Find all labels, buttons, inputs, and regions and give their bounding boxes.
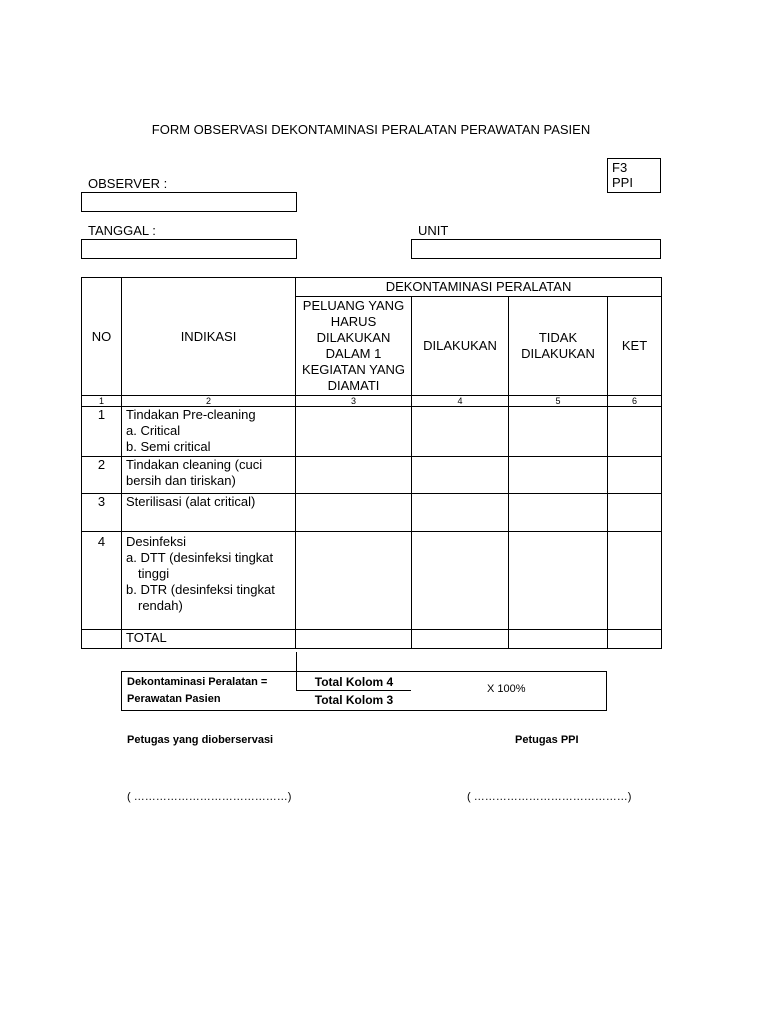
cell-tidak-dilakukan[interactable] [509, 494, 608, 532]
col-number: 5 [509, 396, 608, 407]
form-title: FORM OBSERVASI DEKONTAMINASI PERALATAN PERAWATAN PASIEN [151, 122, 591, 137]
cell-total-peluang[interactable] [296, 630, 412, 649]
header-peluang: PELUANG YANG HARUS DILAKUKAN DALAM 1 KEGIATAN YANG DIAMATI [296, 297, 412, 396]
cell-ket[interactable] [608, 532, 662, 630]
total-no-cell [82, 630, 122, 649]
cell-ket[interactable] [608, 457, 662, 494]
cell-ket[interactable] [608, 494, 662, 532]
header-dilakukan: DILAKUKAN [412, 297, 509, 396]
indikasi-line: Tindakan cleaning (cuci bersih dan tiriskan) [126, 457, 263, 488]
cell-tidak-dilakukan[interactable] [509, 407, 608, 457]
observer-field[interactable] [81, 192, 297, 212]
col-number: 2 [122, 396, 296, 407]
cell-tidak-dilakukan[interactable] [509, 457, 608, 494]
col-number: 4 [412, 396, 509, 407]
formula-label-line-1: Dekontaminasi Peralatan = [127, 676, 268, 688]
cell-total-ket[interactable] [608, 630, 662, 649]
row-indikasi [122, 407, 296, 457]
observation-table [81, 277, 662, 649]
total-row [82, 630, 662, 649]
ppi-officer-label: Petugas PPI [515, 734, 579, 746]
header-tidak-dilakukan: TIDAK DILAKUKAN [509, 297, 608, 396]
cell-dilakukan[interactable] [412, 457, 509, 494]
indikasi-line: b. DTR (desinfeksi tingkat rendah) [126, 582, 275, 613]
cell-total-tidak-dilakukan[interactable] [509, 630, 608, 649]
row-no: 1 [82, 407, 122, 457]
table-row [82, 407, 662, 457]
row-no: 3 [82, 494, 122, 532]
table-row [82, 494, 662, 532]
row-no: 4 [82, 532, 122, 630]
form-code-box [607, 158, 661, 193]
observed-officer-signature-line[interactable]: ( ……………………………………) [127, 791, 292, 803]
cell-tidak-dilakukan[interactable] [509, 532, 608, 630]
row-indikasi [122, 494, 296, 532]
unit-field[interactable] [411, 239, 661, 259]
cell-peluang[interactable] [296, 407, 412, 457]
indikasi-line: b. Semi critical [126, 439, 211, 454]
indikasi-line: a. DTT (desinfeksi tingkat tinggi [126, 550, 274, 581]
indikasi-line: Sterilisasi (alat critical) [126, 494, 256, 509]
ppi-officer-signature-line[interactable]: ( ……………………………………) [467, 791, 632, 803]
fraction-line [296, 690, 411, 691]
observed-officer-label: Petugas yang dioberservasi [127, 734, 274, 746]
cell-dilakukan[interactable] [412, 407, 509, 457]
cell-peluang[interactable] [296, 494, 412, 532]
table-row [82, 532, 662, 630]
col-number: 3 [296, 396, 412, 407]
cell-dilakukan[interactable] [412, 494, 509, 532]
form-code-line-2: PPI [612, 175, 633, 190]
observer-label: OBSERVER : [88, 176, 168, 191]
form-code-line-1: F3 [612, 160, 628, 175]
tanggal-label: TANGGAL : [88, 223, 156, 238]
col-number: 1 [82, 396, 122, 407]
cell-peluang[interactable] [296, 532, 412, 630]
row-indikasi [122, 457, 296, 494]
header-dekontaminasi: DEKONTAMINASI PERALATAN [296, 278, 662, 297]
table-row [82, 457, 662, 494]
row-indikasi [122, 532, 296, 630]
indikasi-line: a. Critical [126, 423, 181, 438]
cell-total-dilakukan[interactable] [412, 630, 509, 649]
header-ket: KET [608, 297, 662, 396]
cell-ket[interactable] [608, 407, 662, 457]
row-no: 2 [82, 457, 122, 494]
header-indikasi: INDIKASI [122, 278, 296, 396]
tanggal-field[interactable] [81, 239, 297, 259]
indikasi-line: Desinfeksi [126, 534, 186, 549]
cell-peluang[interactable] [296, 457, 412, 494]
unit-label: UNIT [418, 223, 449, 238]
indikasi-line: Tindakan Pre-cleaning [126, 407, 256, 422]
total-label: TOTAL [122, 630, 296, 649]
cell-dilakukan[interactable] [412, 532, 509, 630]
formula-multiplier: X 100% [487, 683, 526, 695]
formula-numerator: Total Kolom 4 [314, 675, 394, 689]
formula-denominator: Total Kolom 3 [314, 693, 394, 707]
formula-label-line-2: Perawatan Pasien [127, 693, 221, 705]
col-number: 6 [608, 396, 662, 407]
header-no: NO [82, 278, 122, 396]
